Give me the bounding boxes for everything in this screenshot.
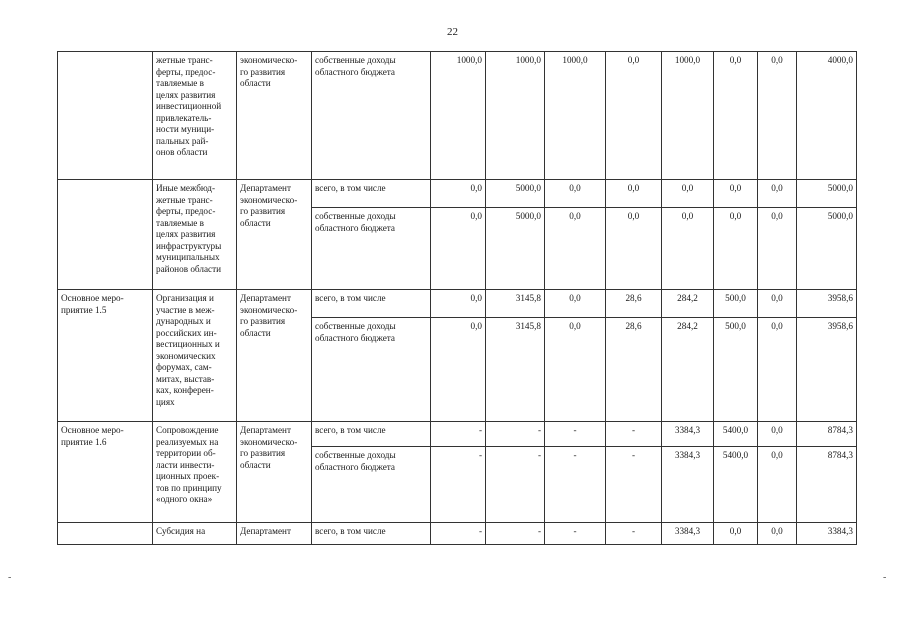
value-cell: 0,0: [758, 180, 797, 208]
margin-mark-left: -: [8, 572, 12, 583]
value-cell: 0,0: [431, 290, 486, 318]
activity-cell: [58, 52, 153, 180]
value-cell: -: [545, 447, 606, 523]
value-cell: -: [545, 523, 606, 545]
activity-cell: [58, 180, 153, 290]
value-cell: 0,0: [431, 208, 486, 290]
value-cell: 28,6: [606, 290, 662, 318]
value-cell: 500,0: [714, 318, 758, 422]
table-row: [58, 422, 857, 447]
value-cell: 284,2: [662, 290, 714, 318]
value-cell: 0,0: [758, 318, 797, 422]
value-cell: -: [606, 447, 662, 523]
table-row: [58, 523, 857, 545]
event-cell: жетные транс- ферты, предос- тавляемые в целях развития инвестиционной привлекатель- ности муници- пальных рай- онов области: [153, 52, 237, 180]
value-cell: 28,6: [606, 318, 662, 422]
value-cell: -: [486, 422, 545, 447]
value-cell: 4000,0: [797, 52, 857, 180]
value-cell: 0,0: [662, 180, 714, 208]
value-cell: 5000,0: [797, 180, 857, 208]
value-cell: 0,0: [606, 208, 662, 290]
funding-source-cell: собственные доходы областного бюджета: [312, 447, 431, 523]
funding-source-cell: собственные доходы областного бюджета: [312, 208, 431, 290]
value-cell: 0,0: [758, 422, 797, 447]
event-cell: Сопровождение реализуемых на территории об- ласти инвести- ционных проек- тов по принципу «одного окна»: [153, 422, 237, 523]
value-cell: 3145,8: [486, 318, 545, 422]
value-cell: -: [431, 447, 486, 523]
value-cell: 0,0: [662, 208, 714, 290]
value-cell: 0,0: [431, 318, 486, 422]
page-number: 22: [447, 26, 458, 38]
value-cell: 5000,0: [486, 180, 545, 208]
value-cell: 8784,3: [797, 422, 857, 447]
executor-cell: Департамент экономическо- го развития области: [237, 180, 312, 290]
table-row: [58, 52, 857, 180]
event-cell: Субсидия на: [153, 523, 237, 545]
value-cell: 0,0: [606, 52, 662, 180]
value-cell: -: [431, 523, 486, 545]
value-cell: 0,0: [431, 180, 486, 208]
value-cell: 5400,0: [714, 447, 758, 523]
value-cell: -: [545, 422, 606, 447]
value-cell: 0,0: [545, 290, 606, 318]
funding-source-cell: всего, в том числе: [312, 523, 431, 545]
value-cell: 1000,0: [662, 52, 714, 180]
executor-cell: Департамент: [237, 523, 312, 545]
value-cell: 500,0: [714, 290, 758, 318]
activity-cell: [58, 523, 153, 545]
value-cell: 8784,3: [797, 447, 857, 523]
value-cell: 3384,3: [662, 523, 714, 545]
value-cell: 5400,0: [714, 422, 758, 447]
budget-table: [57, 51, 857, 545]
value-cell: -: [606, 422, 662, 447]
value-cell: 0,0: [714, 523, 758, 545]
funding-source-cell: всего, в том числе: [312, 290, 431, 318]
executor-cell: Департамент экономическо- го развития области: [237, 290, 312, 422]
value-cell: 0,0: [758, 208, 797, 290]
funding-source-cell: собственные доходы областного бюджета: [312, 52, 431, 180]
value-cell: 1000,0: [486, 52, 545, 180]
value-cell: 0,0: [714, 180, 758, 208]
table-row: [58, 290, 857, 318]
table-row: [58, 180, 857, 208]
value-cell: 0,0: [606, 180, 662, 208]
value-cell: 1000,0: [431, 52, 486, 180]
value-cell: 0,0: [545, 318, 606, 422]
executor-cell: Департамент экономическо- го развития области: [237, 422, 312, 523]
funding-source-cell: всего, в том числе: [312, 422, 431, 447]
value-cell: -: [431, 422, 486, 447]
value-cell: -: [486, 523, 545, 545]
margin-mark-right: -: [883, 572, 887, 583]
value-cell: 3958,6: [797, 290, 857, 318]
funding-source-cell: собственные доходы областного бюджета: [312, 318, 431, 422]
value-cell: -: [606, 523, 662, 545]
value-cell: 0,0: [758, 447, 797, 523]
value-cell: 3384,3: [662, 422, 714, 447]
value-cell: 0,0: [758, 290, 797, 318]
activity-cell: Основное меро- приятие 1.5: [58, 290, 153, 422]
value-cell: 0,0: [714, 52, 758, 180]
value-cell: 3145,8: [486, 290, 545, 318]
value-cell: 1000,0: [545, 52, 606, 180]
value-cell: -: [486, 447, 545, 523]
value-cell: 3384,3: [662, 447, 714, 523]
activity-cell: Основное меро- приятие 1.6: [58, 422, 153, 523]
value-cell: 284,2: [662, 318, 714, 422]
value-cell: 5000,0: [797, 208, 857, 290]
value-cell: 0,0: [758, 523, 797, 545]
value-cell: 0,0: [545, 180, 606, 208]
value-cell: 5000,0: [486, 208, 545, 290]
event-cell: Организация и участие в меж- дународных и российских ин- вестиционных и экономических форумах, сам- митах, выстав- ках, конферен- циях: [153, 290, 237, 422]
value-cell: 0,0: [545, 208, 606, 290]
value-cell: 0,0: [758, 52, 797, 180]
event-cell: Иные межбюд- жетные транс- ферты, предос- тавляемые в целях развития инфраструктуры муниципальных районов области: [153, 180, 237, 290]
value-cell: 3958,6: [797, 318, 857, 422]
value-cell: 0,0: [714, 208, 758, 290]
executor-cell: экономическо- го развития области: [237, 52, 312, 180]
value-cell: 3384,3: [797, 523, 857, 545]
funding-source-cell: всего, в том числе: [312, 180, 431, 208]
